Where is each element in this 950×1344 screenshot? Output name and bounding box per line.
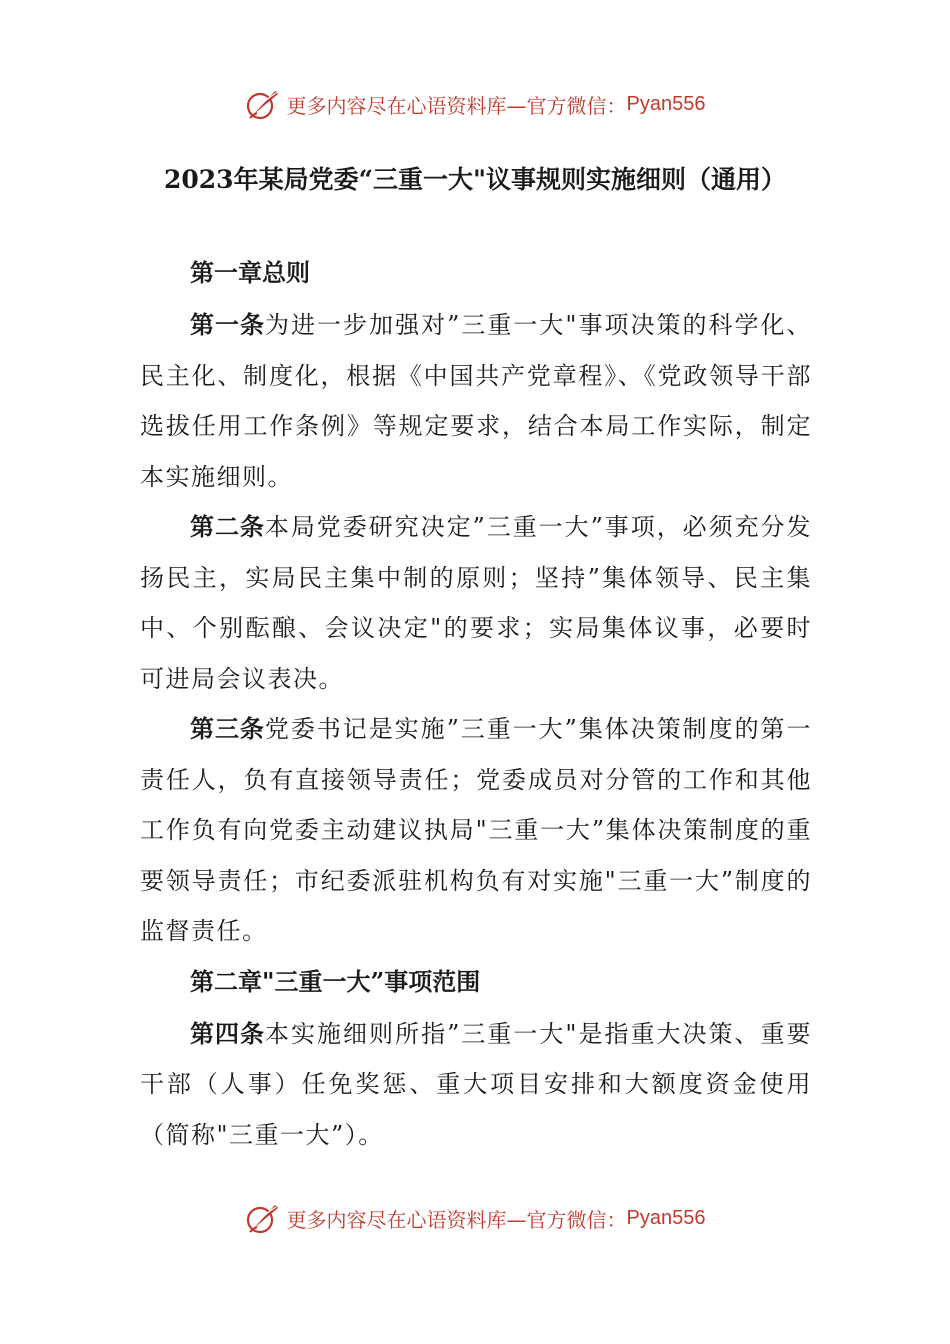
article-1 (140, 300, 812, 502)
article-3 (140, 704, 812, 957)
header-watermark-banner (0, 84, 950, 124)
article-2-text: 本局党委研究决定”三重一大”事项，必须充分发扬民主，实局民主集中制的原则；坚持”集体领导、民主集中、个别酝酿、会议决定"的要求；实局集体议事，必要时可进局会议表决。 (140, 513, 812, 693)
article-1-lead: 第一条 (190, 310, 266, 339)
article-4-lead: 第四条 (190, 1018, 266, 1048)
article-3-lead: 第三条 (190, 714, 265, 743)
article-2-lead: 第二条 (190, 512, 265, 541)
document-title: 2023年某局党委“三重一大"议事规则实施细则（通用） (164, 165, 786, 194)
document-body (140, 248, 812, 1160)
footer-watermark-banner (0, 1198, 950, 1238)
quill-logo-icon (245, 87, 281, 121)
article-3-text: 党委书记是实施”三重一大”集体决策制度的第一责任人，负有直接领导责任；党委成员对分管的工作和其他工作负有向党委主动建议执局"三重一大”集体决策制度的重要领导责任；市纪委派驻机构负有对实施"三重一大”制度的监督责任。 (140, 715, 812, 945)
chapter-2-heading: 第二章"三重一大”事项范围 (190, 966, 481, 996)
banner-handle: Pyan556 (626, 1206, 706, 1229)
article-1-text: 为进一步加强对”三重一大"事项决策的科学化、民主化、制度化，根据《中国共产党章程》、《党政领导干部选拔任用工作条例》等规定要求，结合本局工作实际，制定本实施细则。 (140, 311, 813, 491)
banner-text: 更多内容尽在心语资料库—官方微信： (286, 1207, 627, 1232)
banner-handle: Pyan556 (626, 92, 706, 115)
article-4 (140, 1009, 812, 1161)
banner-text: 更多内容尽在心语资料库—官方微信： (286, 93, 627, 118)
chapter-1-heading: 第一章总则 (190, 258, 310, 287)
article-4-text: 本实施细则所指”三重一大"是指重大决策、重要干部（人事）任免奖惩、重大项目安排和大额度资金使用（简称"三重一大”）。 (140, 1019, 813, 1149)
quill-logo-icon (245, 1201, 281, 1235)
article-2 (140, 502, 812, 704)
